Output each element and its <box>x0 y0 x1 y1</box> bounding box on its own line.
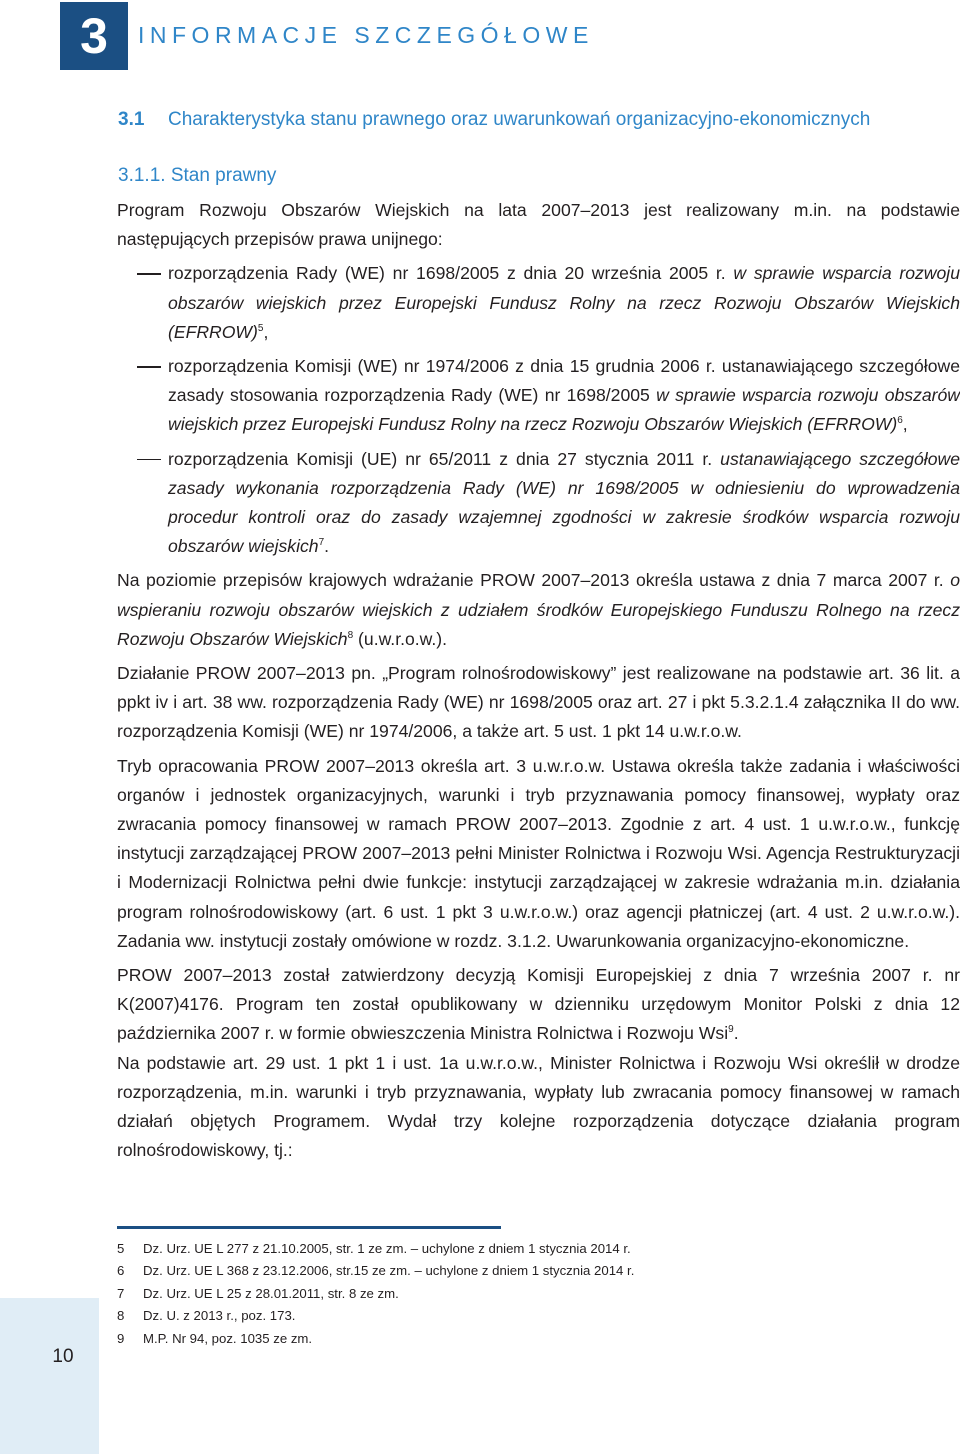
footnote-number: 9 <box>117 1330 125 1346</box>
page-number-box <box>0 1298 99 1454</box>
subsection-title: 3.1.1. Stan prawny <box>118 165 277 186</box>
paragraph: Na podstawie art. 29 ust. 1 pkt 1 i ust. 1a u.w.r.o.w., Minister Rolnictwa i Rozwoju Wsi określił w drodze rozporządzenia, m.in. warunki i tryb przyznawania, wypłaty lub zwracania pomocy finansowej w ramach działań objętych Programem. Wydał trzy kolejne rozporządzenia dotyczące działania program rolnośrodowiskowy, tj.: <box>117 1052 960 1161</box>
chapter-number-box: 3 <box>60 2 128 70</box>
footnotes <box>117 1238 817 1350</box>
footnote <box>117 1283 817 1305</box>
footnote-text: Dz. Urz. UE L 277 z 21.10.2005, str. 1 ze zm. – uchylone z dniem 1 stycznia 2014 r. <box>143 1241 631 1256</box>
list-item <box>117 352 960 440</box>
list-item-italic: w sprawie wsparcia rozwoju obszarów wiejskich przez Europejski Fundusz Rolny na rzecz Rozwoju Obszarów Wiejskich (EFRROW) <box>168 263 960 342</box>
paragraph-text: Na poziomie przepisów krajowych wdrażanie PROW 2007–2013 określa ustawa z dnia 7 marca 2007 r. <box>117 570 951 591</box>
footnote-ref: 7 <box>318 537 325 549</box>
footnote-number: 5 <box>117 1241 125 1256</box>
footnote <box>117 1305 817 1327</box>
footnote-number: 8 <box>117 1308 125 1324</box>
dash-bullet <box>137 273 161 275</box>
footnote <box>117 1328 817 1350</box>
main-text <box>117 196 960 1166</box>
paragraph-text: PROW 2007–2013 został zatwierdzony decyzją Komisji Europejskiej z dnia 7 września 2007 r. nr K(2007)4176. Program ten został opublikowany w dzienniku urzędowym Monitor Polski z dnia 12 października 2007 r. w formie obwieszczenia Ministra Rolnictwa i Rozwoju Wsi <box>117 965 960 1044</box>
paragraph <box>117 961 960 1049</box>
list-item-italic: w sprawie wsparcia rozwoju obszarów wiejskich przez Europejski Fundusz Rolny na rzecz Rozwoju Obszarów Wiejskich (EFRROW) <box>168 385 960 435</box>
paragraph-italic: o wspieraniu rozwoju obszarów wiejskich z udziałem środków Europejskiego Funduszu Rolnego na rzecz Rozwoju Obszarów Wiejskich <box>117 570 960 649</box>
list-item-text: rozporządzenia Komisji (WE) nr 1974/2006 z dnia 15 grudnia 2006 r. ustanawiającego szczegółowe zasady stosowania rozporządzenia Rady (WE) nr 1698/2005 <box>168 356 960 406</box>
regulation-list <box>117 259 960 561</box>
paragraph-end: (u.w.r.o.w.). <box>353 628 448 649</box>
list-item-end: , <box>263 321 269 342</box>
list-item-text: rozporządzenia Komisji (UE) nr 65/2011 z dnia 27 stycznia 2011 r. <box>168 448 721 469</box>
paragraph: Działanie PROW 2007–2013 pn. „Program rolnośrodowiskowy” jest realizowane na podstawie art. 36 lit. a ppkt iv i art. 38 ww. rozporządzenia Rady (WE) nr 1698/2005 oraz art. 27 i pkt 5.3.2.1.4 załącznika II do ww. rozporządzenia Komisji (WE) nr 1974/2006, a także art. 5 ust. 1 pkt 14 u.w.r.o.w. <box>117 663 960 742</box>
footnote-ref: 9 <box>728 1024 734 1036</box>
footnote-ref: 6 <box>897 415 903 427</box>
footnote-divider <box>117 1226 501 1229</box>
list-item-end: , <box>902 414 908 435</box>
paragraph <box>117 566 960 654</box>
footnote <box>117 1238 817 1260</box>
list-item-end: . <box>324 536 330 557</box>
footnote-ref: 8 <box>347 629 354 641</box>
footnote-text: Dz. Urz. UE L 368 z 23.12.2006, str.15 ze zm. – uchylone z dniem 1 stycznia 2014 r. <box>143 1263 635 1279</box>
page-number: 10 <box>52 1346 74 1367</box>
dash-bullet <box>137 459 161 461</box>
section-number: 3.1 <box>118 109 145 130</box>
list-item <box>117 445 960 562</box>
list-item-text: rozporządzenia Rady (WE) nr 1698/2005 z dnia 20 września 2005 r. <box>168 263 734 284</box>
chapter-title: INFORMACJE SZCZEGÓŁOWE <box>138 22 594 48</box>
list-item <box>117 259 960 347</box>
footnote <box>117 1260 817 1282</box>
paragraph-end: . <box>733 1023 739 1044</box>
footnote-number: 6 <box>117 1263 125 1279</box>
footnote-text: Dz. Urz. UE L 25 z 28.01.2011, str. 8 ze zm. <box>143 1285 399 1301</box>
section-title: Charakterystyka stanu prawnego oraz uwarunkowań organizacyjno-ekonomicznych <box>168 109 871 130</box>
footnote-text: Dz. U. z 2013 r., poz. 173. <box>143 1308 296 1324</box>
footnote-text: M.P. Nr 94, poz. 1035 ze zm. <box>143 1330 313 1346</box>
dash-bullet <box>137 366 161 368</box>
footnote-number: 7 <box>117 1285 125 1301</box>
paragraph: Program Rozwoju Obszarów Wiejskich na lata 2007–2013 jest realizowany m.in. na podstawie następujących przepisów prawa unijnego: <box>117 200 960 250</box>
list-item-italic: ustanawiającego szczegółowe zasady wykonania rozporządzenia Rady (WE) nr 1698/2005 w odniesieniu do wprowadzenia procedur kontroli oraz do zasady wzajemnej zgodności w zakresie środków wsparcia rozwoju obszarów wiejskich <box>168 448 960 557</box>
paragraph: Tryb opracowania PROW 2007–2013 określa art. 3 u.w.r.o.w. Ustawa określa także zadania i właściwości organów i jednostek organizacyjnych, warunki i tryb przyznawania pomocy finansowej, wypłaty oraz zwracania pomocy finansowej w ramach PROW 2007–2013. Zgodnie z art. 4 ust. 1 u.w.r.o.w., funkcję instytucji zarządzającej PROW 2007–2013 pełni Minister Rolnictwa i Rozwoju Wsi. Agencja Restrukturyzacji i Modernizacji Rolnictwa pełni dwie funkcje: instytucji zarządzającej w zakresie wdrażania m.in. działania program rolnośrodowiskowy (art. 6 ust. 1 pkt 3 u.w.r.o.w.) oraz agencji płatniczej (art. 4 ust. 2 u.w.r.o.w.). Zadania ww. instytucji zostały omówione w rozdz. 3.1.2. Uwarunkowania organizacyjno-ekonomiczne. <box>117 755 960 951</box>
footnote-ref: 5 <box>257 322 264 334</box>
